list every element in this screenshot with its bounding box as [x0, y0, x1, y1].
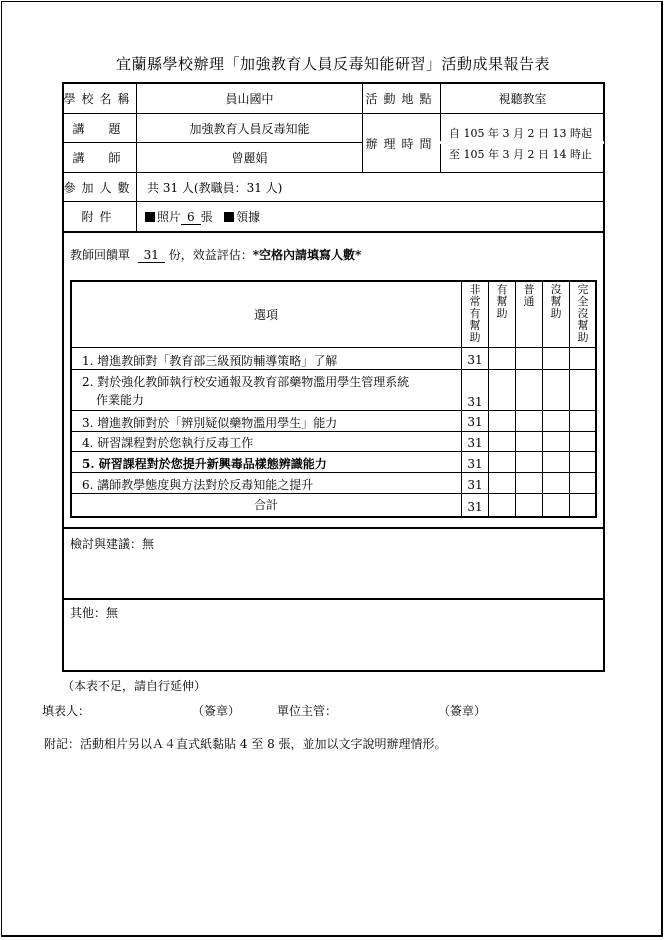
feedback-line: 教師回饋單 31 份，效益評估：*空格內請填寫人數* [70, 248, 362, 262]
item-2-count: 31 [467, 395, 483, 409]
time-label: 辦理時間 [365, 136, 438, 151]
item-6-count: 31 [467, 478, 483, 492]
page-title: 宜蘭縣學校辦理「加強教育人員反毒知能研習」活動成果報告表 [115, 55, 550, 73]
scale-header-not-helpful: 沒幫助 [550, 283, 562, 320]
lecturer-value: 曾麗娟 [231, 151, 268, 165]
checkbox-checked-icon [145, 212, 155, 222]
supervisor-label: 單位主管： [277, 704, 338, 718]
item-1: 1. 增進教師對「教育部三級預防輔導策略」了解 [82, 354, 338, 368]
scale-header-neutral: 普通 [523, 283, 535, 308]
item-3: 3. 增進教師對於「辨別疑似藥物濫用學生」能力 [82, 416, 338, 430]
school-name-label: 學校名稱 [63, 91, 136, 106]
topic-label: 講 題 [72, 121, 127, 136]
scale-header-helpful: 有幫助 [496, 283, 508, 320]
item-4-count: 31 [467, 436, 483, 450]
attachment-value: 照片 6 張 領據 [145, 208, 260, 225]
item-5-count: 31 [467, 457, 483, 471]
venue-value: 視聽教室 [498, 91, 547, 106]
supervisor-sign: （簽章） [438, 704, 487, 718]
lecturer-label: 講 師 [72, 151, 127, 165]
scale-header-very-helpful: 非常有幫助 [469, 283, 481, 344]
item-6: 6. 講師教學態度與方法對於反毒知能之提升 [82, 478, 314, 492]
item-4: 4. 研習課程對於您執行反毒工作 [82, 436, 254, 450]
participants-value: 共 31 人(教職員：31 人) [147, 181, 283, 195]
scale-header-not-at-all: 完全沒幫助 [577, 283, 589, 344]
extend-note: （本表不足，請自行延伸） [62, 679, 207, 693]
time-from: 自 105 年 3 月 2 日 13 時起 [449, 127, 592, 140]
topic-value: 加強教育人員反毒知能 [189, 121, 310, 136]
time-to: 至 105 年 3 月 2 日 14 時止 [449, 148, 592, 161]
participants-label: 參加人數 [63, 180, 136, 195]
filler-sign: （簽章） [192, 704, 241, 718]
options-header: 選項 [253, 307, 278, 322]
venue-label: 活動地點 [365, 91, 438, 106]
checkbox-checked-icon [224, 212, 234, 222]
review-text: 檢討與建議：無 [70, 537, 155, 551]
school-name-value: 員山國中 [225, 91, 274, 106]
item-2: 2. 對於強化教師執行校安通報及教育部藥物濫用學生管理系統 [82, 375, 410, 389]
item-5: 5. 研習課程對於您提升新興毒品樣態辨識能力 [82, 457, 327, 471]
other-text: 其他：無 [70, 606, 119, 620]
item-3-count: 31 [467, 415, 483, 429]
total-label: 合計 [253, 497, 278, 512]
item-1-count: 31 [467, 353, 483, 367]
footnote: 附記：活動相片另以Ａ４直式紙黏貼 4 至 8 張，並加以文字說明辦理情形。 [44, 737, 447, 751]
attachment-label: 附件 [81, 210, 118, 224]
item-2-cont: 作業能力 [96, 393, 145, 407]
total-count: 31 [467, 500, 483, 514]
filler-label: 填表人： [42, 704, 91, 718]
